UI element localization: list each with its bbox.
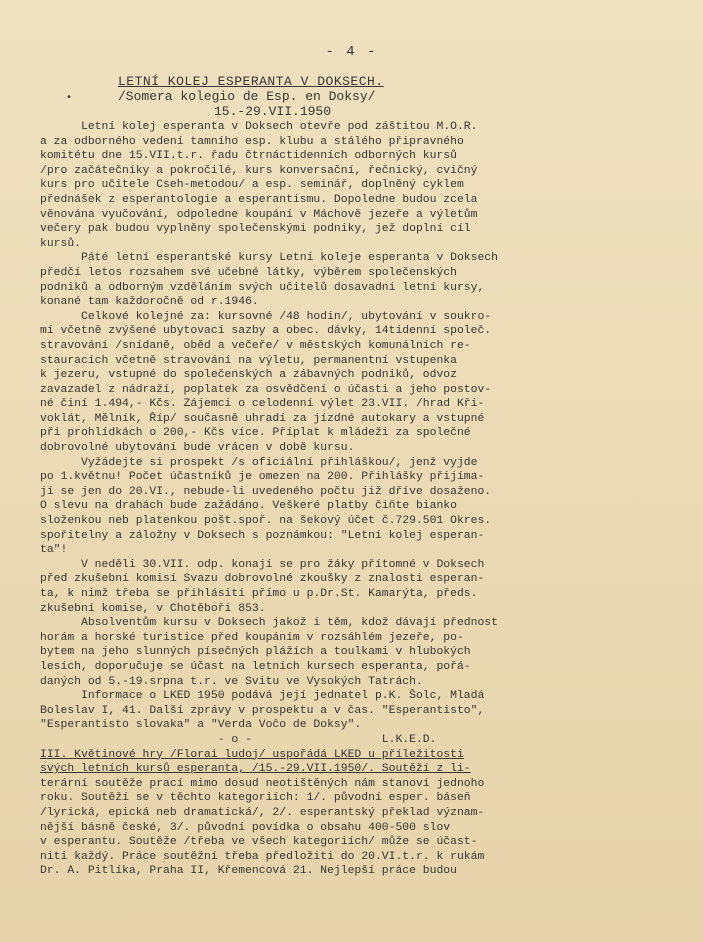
text-line: po 1.květnu! Počet účastníků je omezen na 200. Přihlášky přijíma- bbox=[40, 471, 485, 484]
text-line: ta"! bbox=[40, 544, 68, 557]
text-line: konané tam každoročně od r.1946. bbox=[40, 296, 259, 309]
text-line: Dr. A. Pitlíka, Praha II, Křemencová 21. Nejlepší práce budou bbox=[40, 865, 457, 878]
text-line: "Esperantisto slovaka" a "Verda Voĉo de Doksy". bbox=[40, 719, 362, 732]
text-line: při prohlídkách o 200,- Kčs více. Příplat k mládeži za společné bbox=[40, 427, 471, 440]
text-line: Vyžádejte si prospekt /s oficiální přihláškou/, jenž vyjde bbox=[40, 456, 478, 469]
text-line: voklát, Mělník, Říp/ současně uhradí za jízdné autokary a vstupné bbox=[40, 412, 485, 425]
title-line-1: LETNÍ KOLEJ ESPERANTA V DOKSECH. bbox=[118, 74, 384, 89]
text-line: zavazadel z nádraží, poplatek za osvědčení o účasti a jeho postov- bbox=[40, 383, 492, 396]
article-title bbox=[118, 74, 384, 119]
text-line: né činí 1.494,- Kčs. Zájemci o celodenní výlet 23.VII. /hrad Kři- bbox=[40, 398, 485, 411]
text-line: daných od 5.-19.srpna t.r. ve Svitu ve Vysokých Tatrách. bbox=[40, 675, 423, 688]
text-line: ta, k nimž třeba se přihlásiti přímo u p.Dr.St. Kamarýta, předs. bbox=[40, 588, 478, 600]
text-line: věnována vyučování, odpoledne koupání v Máchově jezeře a výletům bbox=[40, 208, 478, 221]
text-line: v esperantu. Soutěže /třeba ve všech kategoriích/ může se účast- bbox=[40, 836, 478, 849]
text-line: večery pak budou vyplněny společenskými podniky, jež doplní cíl bbox=[40, 223, 471, 236]
text-line: niti každý. Práce soutěžní třeba předložiti do 20.VI.t.r. k rukám bbox=[40, 850, 485, 863]
text-line: kurs pro učitele Cseh-metodou/ a esp. seminář, doplněný cyklem bbox=[40, 179, 464, 192]
bullet-mark: • bbox=[66, 93, 73, 104]
title-line-2: /Somera kolegio de Esp. en Doksy/ bbox=[118, 89, 376, 104]
text-line: a za odborného vedení tamního esp. klubu a stálého připravného bbox=[40, 135, 464, 148]
text-line: Absolventům kursu v Doksech jakož i těm, kdož dávají přednost bbox=[40, 617, 498, 630]
text-line: před zkušební komisí Svazu dobrovolné zkoušky z znalosti esperan- bbox=[40, 573, 485, 586]
text-line: V neděli 30.VII. odp. konají se pro žáky přítomné v Doksech bbox=[40, 558, 485, 571]
title-line-3: 15.-29.VII.1950 bbox=[214, 104, 332, 119]
text-line: dobrovolné ubytování bude vrácen v době kursu. bbox=[40, 442, 355, 455]
text-line: /lyrická, epická neb dramatická/, 2/. esperantský překlad význam- bbox=[40, 806, 485, 819]
text-line: bytem na jeho slunných písečných plážích a toulkami v hlubokých bbox=[40, 646, 471, 659]
text-line: stauracích včetně stravování na výletu, permanentní vstupenka bbox=[40, 354, 457, 367]
text-line: O slevu na drahách bude zažádáno. Veškeré platby čiňte bianko bbox=[40, 500, 457, 513]
text-line: stravování /snídaně, oběd a večeře/ v městských komunálních re- bbox=[40, 339, 471, 352]
text-line: - o - L.K.E.D. bbox=[40, 733, 437, 746]
text-line: k jezeru, vstupné do společenských a zábavných podniků, odvoz bbox=[40, 369, 457, 382]
text-line: III. Květinové hry /Florai ludoj/ uspořádá LKED u příležitosti bbox=[40, 748, 464, 761]
text-line: roku. Soutěží se v těchto kategoriích: 1/. původní esper. báseň bbox=[40, 792, 471, 805]
text-line: mí včetně zvýšené ubytovací sazby a obec. dávky, 14tidenní společ. bbox=[40, 325, 492, 338]
text-line: nější básně české, 3/. původní povídka o obsahu 400-500 slov bbox=[40, 821, 451, 834]
text-line: složenkou neb platenkou pošt.spoř. na šekový účet č.729.501 Okres. bbox=[40, 515, 492, 528]
text-line: Páté letní esperantské kursy Letní koleje esperanta v Doksech bbox=[40, 252, 498, 265]
text-line: svých letních kursů esperanta, /15.-29.VII.1950/. Soutěží z li- bbox=[40, 763, 471, 776]
text-line: podniků a odborným vzděláním svých učitelů dosavadní letní kursy, bbox=[40, 281, 485, 294]
text-line: /pro začátečníky a pokročilé, kurs konversační, řečnický, cvičný bbox=[40, 164, 478, 177]
text-line: terární soutěže prací mimo dosud neotištěných nám stanoví jednoho bbox=[40, 777, 485, 790]
text-line: Informace o LKED 1950 podává její jednatel p.K. Šolc, Mladá bbox=[40, 690, 485, 703]
text-line: jí se jen do 20.VI., nebude-li uvedeného počtu již dříve dosaženo. bbox=[40, 485, 492, 498]
text-line: přednášek z esperantologie a esperantismu. Dopoledne budou zcela bbox=[40, 193, 478, 206]
text-line: komitétu dne 15.VII.t.r. řadu čtrnáctidenních odborných kursů bbox=[40, 150, 457, 163]
text-line: lesích, doporučuje se účast na letních kursech esperanta, pořá- bbox=[40, 660, 471, 673]
page-number: - 4 - bbox=[325, 44, 378, 60]
article-body bbox=[40, 120, 680, 879]
text-line: předčí letos rozsahem své učebné látky, výběrem společenských bbox=[40, 266, 457, 279]
text-line: Boleslav I, 41. Další zprávy v prospektu a v čas. "Esperantisto", bbox=[40, 704, 485, 717]
text-line: Celkové kolejné za: kursovné /48 hodin/, ubytování v soukro- bbox=[40, 310, 492, 323]
text-line: Letní kolej esperanta v Doksech otevře pod záštitou M.O.R. bbox=[40, 121, 478, 133]
text-line: horám a horské turistice před koupáním v rozsáhlém jezeře, po- bbox=[40, 631, 464, 644]
text-line: zkušební komise, v Chotěboři 853. bbox=[40, 602, 266, 615]
text-line: kursů. bbox=[40, 237, 82, 250]
text-line: spořitelny a záložny v Doksech s poznámkou: "Letní kolej esperan- bbox=[40, 529, 485, 542]
